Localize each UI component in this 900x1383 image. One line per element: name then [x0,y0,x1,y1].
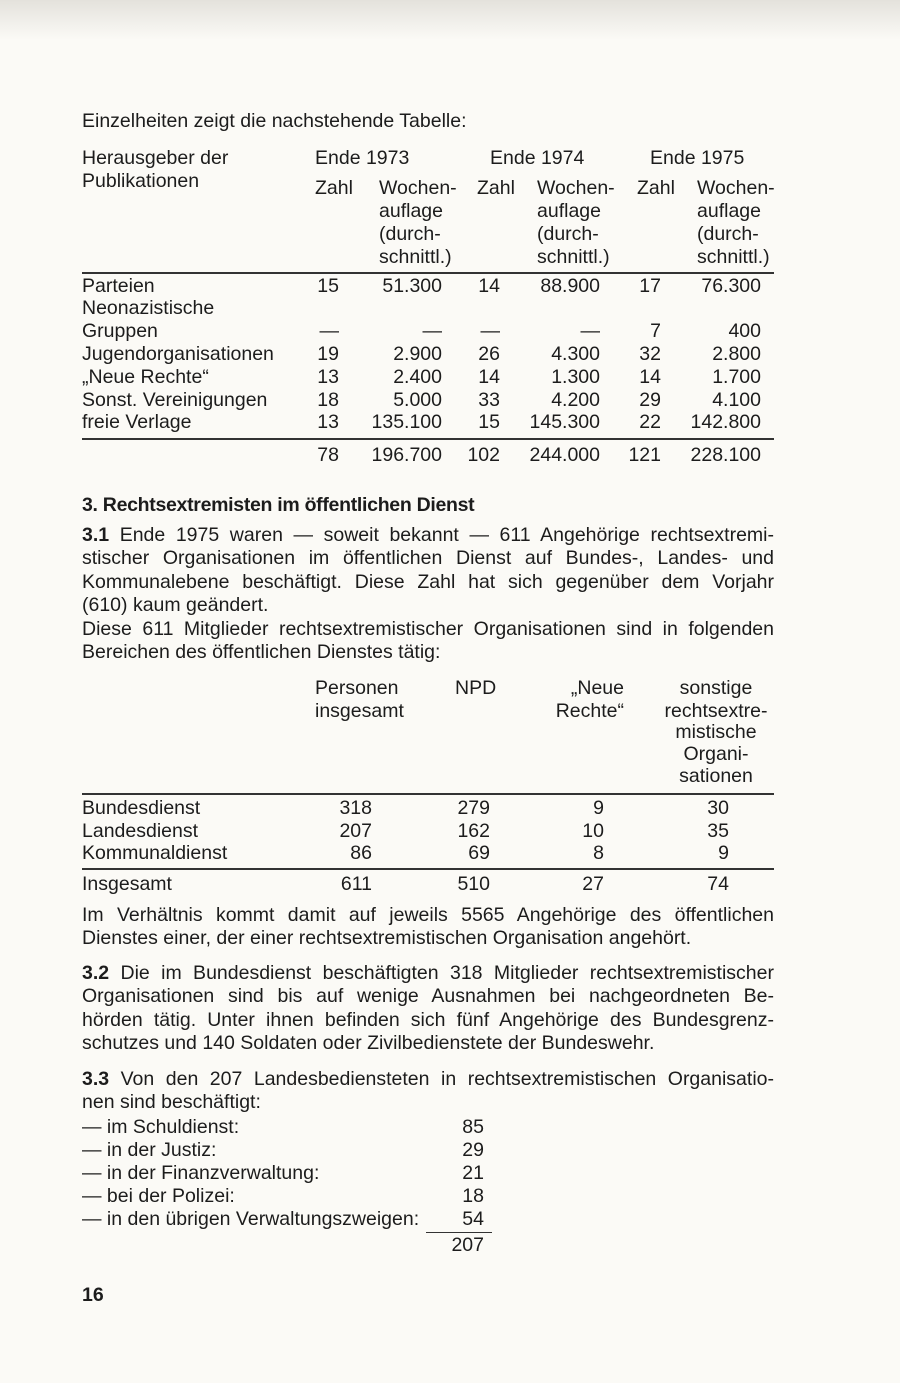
paragraph-line: Von den 207 Landesbediensteten in rechtsextremistischen Organisatio- [109,1068,774,1090]
row-label: freie Verlage [82,411,192,433]
cell: 13 [317,366,339,388]
cell: 1.700 [712,366,761,388]
period-1973: Ende 1973 [315,147,410,169]
cell: 2.400 [393,366,442,388]
row-label: Bundesdienst [82,797,201,819]
total-cell: 196.700 [371,444,442,466]
total-cell: 228.100 [690,444,761,466]
cell: 14 [478,275,500,297]
col-woche-1975-l4: schnittl.) [697,246,770,268]
col-woche-1975-l2: auflage [697,200,761,222]
paragraph-line: Im Verhältnis kommt damit auf jeweils 5565 Angehörige des öffentlichen [82,904,774,926]
paragraph-line: Bereichen des öffentlichen Dienstes tätig: [82,641,441,664]
paragraph-line: Dienstes einer, der einer rechtsextremistischen Organisation angehört. [82,927,692,950]
cell: 15 [317,275,339,297]
col-personen-l2: insgesamt [315,700,404,722]
col-zahl-1975: Zahl [637,177,675,199]
paragraph-number: 3.2 [82,962,110,984]
paragraph-line: nen sind beschäftigt: [82,1091,261,1114]
paragraph-line: Organisationen sind bis auf wenige Ausnahmen bei nachgeordneten Be- [82,985,774,1008]
paragraph-3-2 [82,962,774,1056]
total-cell: 74 [707,873,729,895]
section-heading: 3. Rechtsextremisten im öffentlichen Dienst [82,494,475,516]
paragraph-line: hörden tätig. Unter ihnen befinden sich fünf Angehörige des Bundesgrenz- [82,1008,774,1031]
cell: 22 [639,411,661,433]
col-woche-1974-l3: (durch- [537,223,599,245]
period-1974: Ende 1974 [490,147,585,169]
row-label-pre: Neonazistische [82,297,215,319]
col-personen-l1: Personen [315,677,399,699]
row-label: „Neue Rechte“ [82,366,209,388]
row-label: Jugendorganisationen [82,343,274,365]
total-cell: 78 [317,444,339,466]
col-sonstige-l4: Organi- [683,743,749,765]
total-cell: 121 [628,444,661,466]
table2-total-rule [82,868,774,870]
cell: 15 [478,411,500,433]
paragraph-line: Ende 1975 waren — soweit bekannt — 611 Angehörige rechtsextremi- [109,524,774,546]
cell: 4.100 [712,389,761,411]
list-item-value: 29 [462,1139,484,1161]
cell: — [580,320,600,342]
cell: 18 [317,389,339,411]
list-item-value: 21 [462,1162,484,1184]
row-label: Sonst. Vereinigungen [82,389,268,411]
col-sonstige-l3: mistische [675,721,757,743]
col-woche-1974-l4: schnittl.) [537,246,610,268]
cell: — [319,320,339,342]
cell: — [480,320,500,342]
total-cell: 102 [467,444,500,466]
cell: 35 [707,820,729,842]
cell: 5.000 [393,389,442,411]
period-1975: Ende 1975 [650,147,745,169]
col-woche-1973-l3: (durch- [379,223,441,245]
list-item-value: 85 [462,1116,484,1138]
cell: 318 [339,797,372,819]
cell: 142.800 [690,411,761,433]
cell: 88.900 [540,275,600,297]
col-neue-rechte-l2: Rechte“ [555,700,624,722]
cell: 2.800 [712,343,761,365]
paragraph-line: Kommunalebene beschäftigt. Diese Zahl hat sich gegenüber dem Vorjahr [82,570,774,593]
cell: 135.100 [371,411,442,433]
table1-total-rule [82,438,774,440]
col-woche-1974-l1: Wochen- [537,177,615,199]
list-item-label: — in der Justiz: [82,1139,217,1161]
cell: 86 [350,842,372,864]
cell: — [422,320,442,342]
col-zahl-1974: Zahl [477,177,515,199]
col-woche-1974-l2: auflage [537,200,601,222]
paragraph-line: (610) kaum geändert. [82,594,269,617]
col-woche-1973-l1: Wochen- [379,177,457,199]
row-label: Parteien [82,275,155,297]
list-total: 207 [451,1234,484,1256]
cell: 7 [650,320,661,342]
cell: 162 [457,820,490,842]
list-item-label: — in den übrigen Verwaltungszweigen: [82,1208,420,1230]
cell: 32 [639,343,661,365]
cell: 26 [478,343,500,365]
row-label: Gruppen [82,320,158,342]
cell: 9 [593,797,604,819]
paragraph-number: 3.1 [82,524,110,546]
table2-header-rule [82,793,774,795]
col-woche-1973-l2: auflage [379,200,443,222]
table1-row-header-line2: Publikationen [82,170,200,192]
col-woche-1973-l4: schnittl.) [379,246,452,268]
cell: 29 [639,389,661,411]
col-sonstige-l5: sationen [679,765,753,787]
col-woche-1975-l3: (durch- [697,223,759,245]
paragraph-3-3 [82,1068,774,1115]
cell: 9 [718,842,729,864]
col-npd: NPD [455,677,497,699]
cell: 4.200 [551,389,600,411]
row-label: Kommunaldienst [82,842,228,864]
cell: 2.900 [393,343,442,365]
ratio-paragraph [82,904,774,951]
cell: 19 [317,343,339,365]
cell: 51.300 [382,275,442,297]
paragraph-3-1 [82,524,774,664]
page-number: 16 [82,1284,104,1306]
paragraph-line: schutzes und 140 Soldaten oder Zivilbedienstete der Bundeswehr. [82,1032,655,1055]
scan-edge-shading [0,0,900,40]
paragraph-line: Diese 611 Mitglieder rechtsextremistischer Organisationen sind in folgenden [82,617,774,640]
cell: 14 [639,366,661,388]
cell: 207 [339,820,372,842]
cell: 13 [317,411,339,433]
col-sonstige-l1: sonstige [679,677,753,699]
list-item-value: 54 [462,1208,484,1230]
col-sonstige-l2: rechtsextre- [664,700,768,722]
cell: 33 [478,389,500,411]
cell: 30 [707,797,729,819]
row-label: Landesdienst [82,820,199,842]
cell: 10 [582,820,604,842]
cell: 69 [468,842,490,864]
cell: 400 [728,320,761,342]
cell: 17 [639,275,661,297]
total-cell: 244.000 [529,444,600,466]
paragraph-line: stischer Organisationen im öffentlichen Dienst auf Bundes-, Landes- und [82,547,774,570]
cell: 145.300 [529,411,600,433]
cell: 1.300 [551,366,600,388]
col-woche-1975-l1: Wochen- [697,177,775,199]
total-cell: 611 [340,873,372,895]
list-item-label: — bei der Polizei: [82,1185,235,1207]
row-label: Insgesamt [82,873,172,895]
table1-row-header-line1: Herausgeber der [82,147,229,169]
col-zahl-1973: Zahl [315,177,353,199]
table1-header-rule [82,272,774,274]
list-item-label: — im Schuldienst: [82,1116,240,1138]
paragraph-line: Die im Bundesdienst beschäftigten 318 Mitglieder rechtsextremistischer [109,962,774,984]
col-neue-rechte-l1: „Neue [570,677,624,699]
intro-text: Einzelheiten zeigt die nachstehende Tabelle: [82,110,467,132]
total-cell: 510 [457,873,490,895]
cell: 14 [478,366,500,388]
list-item-label: — in der Finanzverwaltung: [82,1162,320,1184]
cell: 8 [593,842,604,864]
cell: 76.300 [701,275,761,297]
total-cell: 27 [582,873,604,895]
paragraph-number: 3.3 [82,1068,110,1090]
list-item-value: 18 [462,1185,484,1207]
cell: 279 [457,797,490,819]
cell: 4.300 [551,343,600,365]
